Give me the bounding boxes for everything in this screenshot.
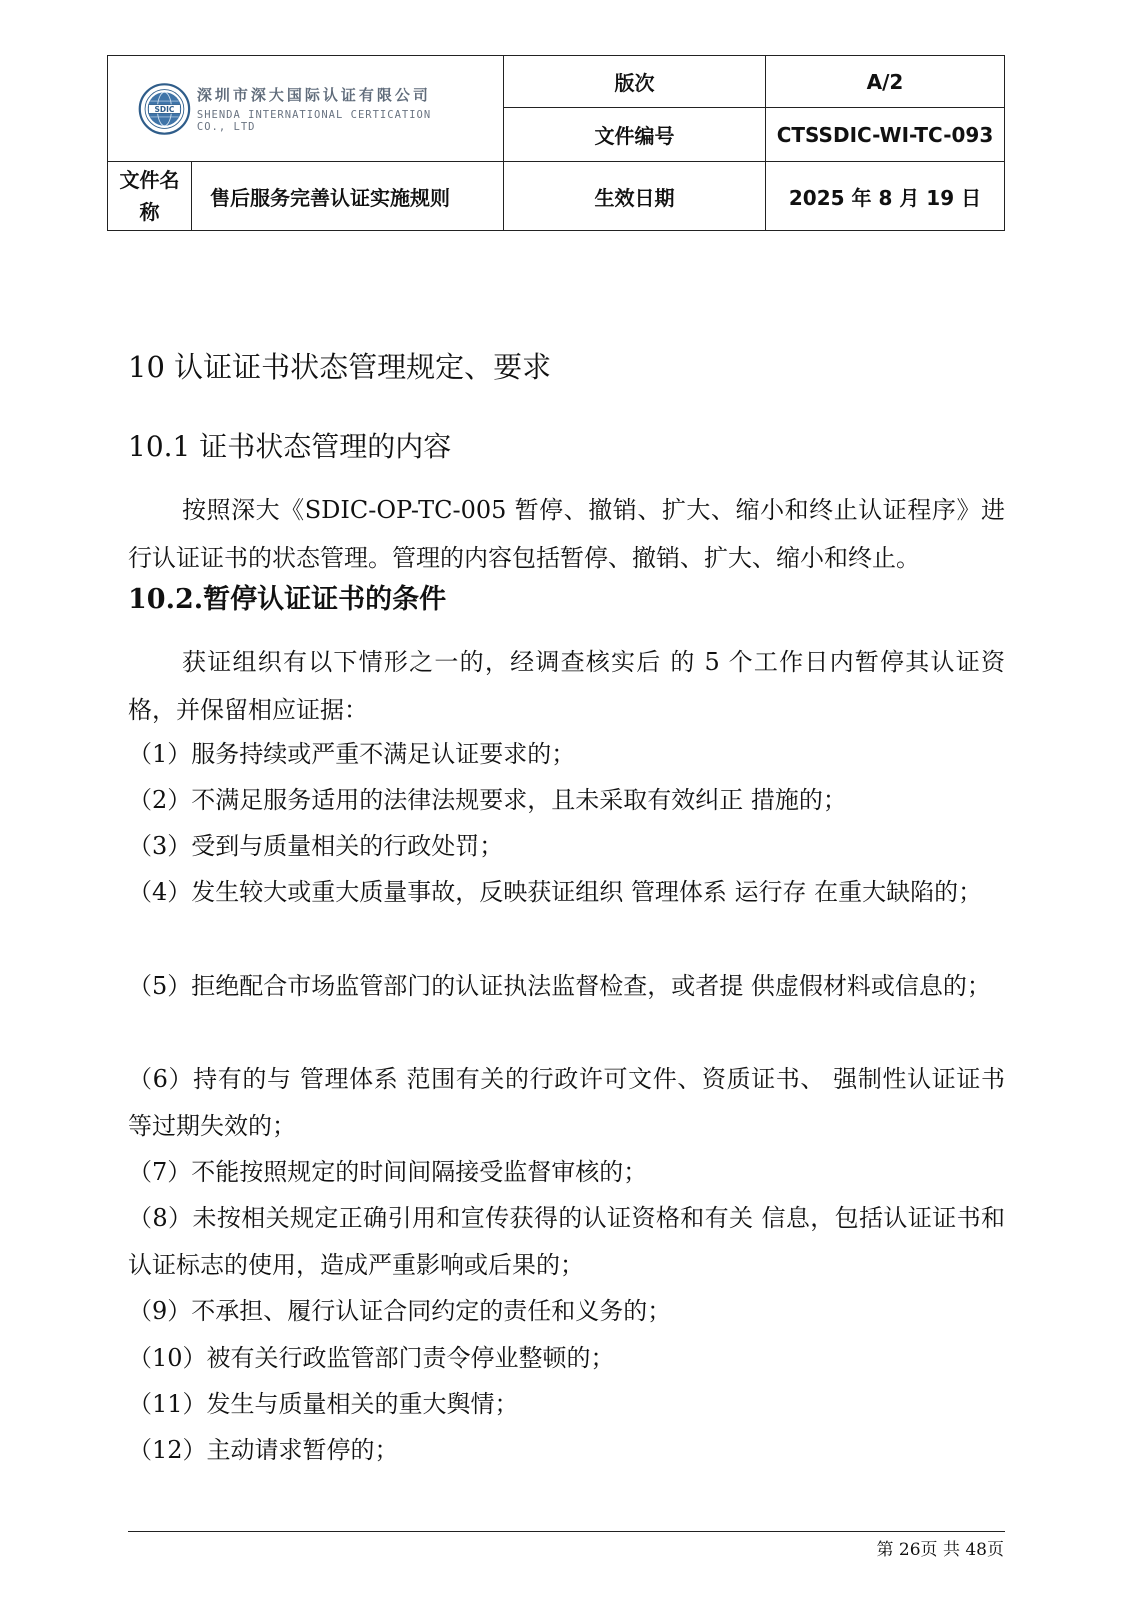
- condition-item-12: （12）主动请求暂停的；: [128, 1436, 399, 1464]
- version-label: 版次: [504, 56, 766, 108]
- doc-number-label: 文件编号: [504, 108, 766, 162]
- doc-name-label-line1: 文件名: [119, 168, 180, 192]
- condition-item-4: （4）发生较大或重大质量事故，反映获证组织 管理体系 运行存 在重大缺陷的；: [128, 878, 983, 906]
- company-name-cn: 深圳市深大国际认证有限公司: [196, 86, 431, 104]
- doc-number-value: CTSSDIC-WI-TC-093: [766, 108, 1005, 162]
- condition-item-3: （3）受到与质量相关的行政处罚；: [128, 832, 504, 860]
- section-10-1-heading: 10.1 证书状态管理的内容: [128, 430, 452, 463]
- section-10-2-heading: 10.2.暂停认证证书的条件: [128, 584, 447, 615]
- condition-item-9: （9）不承担、履行认证合同约定的责任和义务的；: [128, 1297, 672, 1325]
- condition-item-8: （8）未按相关规定正确引用和宣传获得的认证资格和有关 信息，包括认证证书和认证标志的使用，造成严重影响或后果的；: [128, 1204, 1005, 1279]
- condition-item-10: （10）被有关行政监管部门责令停业整顿的；: [128, 1344, 615, 1372]
- document-header-table: [107, 55, 1005, 231]
- doc-name-label: [108, 162, 192, 231]
- condition-item-6: （6）持有的与 管理体系 范围有关的行政许可文件、资质证书、 强制性认证证书等过期失效的；: [128, 1065, 1005, 1140]
- condition-item-2: （2）不满足服务适用的法律法规要求，且未采取有效纠正 措施的；: [128, 786, 847, 814]
- version-value: A/2: [766, 56, 1005, 108]
- page-number: 第 26页 共 48页: [876, 1540, 1004, 1560]
- section-10-heading: 10 认证证书状态管理规定、要求: [128, 350, 552, 384]
- footer-divider: [128, 1531, 1005, 1532]
- doc-name-label-line2: 称: [139, 200, 160, 224]
- section-10-2-intro: 获证组织有以下情形之一的，经调查核实后 的 5 个工作日内暂停其认证资格，并保留相应证据：: [128, 648, 1005, 724]
- company-logo-cell: [108, 56, 462, 162]
- company-name-en: SHENDA INTERNATIONAL CERTICATION CO., LTD: [196, 109, 432, 133]
- condition-item-11: （11）发生与质量相关的重大舆情；: [128, 1390, 519, 1418]
- company-seal-icon: [138, 79, 191, 139]
- condition-item-1: （1）服务持续或严重不满足认证要求的；: [128, 740, 576, 768]
- effective-date-value: 2025 年 8 月 19 日: [766, 162, 1005, 231]
- section-10-1-paragraph: 按照深大《SDIC-OP-TC-005 暂停、撤销、扩大、缩小和终止认证程序》进行认证证书的状态管理。管理的内容包括暂停、撤销、扩大、缩小和终止。: [128, 496, 1005, 572]
- seal-text: SDIC: [154, 104, 175, 114]
- doc-name-value: 售后服务完善认证实施规则: [192, 162, 504, 231]
- condition-item-5: （5）拒绝配合市场监管部门的认证执法监督检查，或者提 供虚假材料或信息的；: [128, 972, 991, 1000]
- effective-date-label: 生效日期: [504, 162, 766, 231]
- condition-item-7: （7）不能按照规定的时间间隔接受监督审核的；: [128, 1158, 648, 1186]
